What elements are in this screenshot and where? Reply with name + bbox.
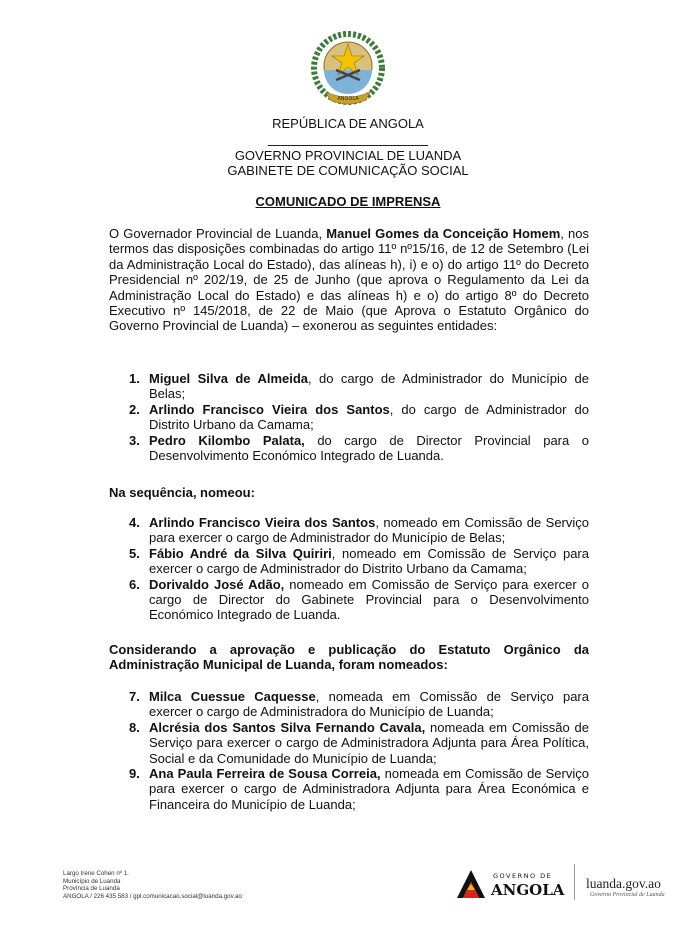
footer-address xyxy=(63,870,242,900)
appointed-list xyxy=(109,515,589,623)
list-item xyxy=(109,546,589,577)
item-number: 2. xyxy=(129,401,140,417)
list-item xyxy=(109,766,589,812)
government-name: GOVERNO PROVINCIAL DE LUANDA xyxy=(234,148,462,163)
list-item xyxy=(109,720,589,766)
intro-text-pre: O Governador Provincial de Luanda, xyxy=(109,226,327,241)
angola-coat-of-arms-icon xyxy=(306,30,390,112)
item-number: 4. xyxy=(129,515,140,530)
list-item xyxy=(109,433,589,464)
list-item xyxy=(109,515,589,546)
item-text: , do cargo de Administrador do Município de Belas; xyxy=(149,371,589,402)
website-link[interactable]: luanda.gov.ao xyxy=(586,876,661,891)
exonerated-list xyxy=(109,371,589,463)
list-item xyxy=(109,371,589,402)
list-item xyxy=(109,689,589,720)
footer-divider xyxy=(574,864,575,900)
item-text: nomeado em Comissão de Serviço para exercer o cargo de Director do Gabinete Provincial para o Desenvolvimento Económico Integrado de Luanda. xyxy=(149,576,589,623)
person-name: Alcrésia dos Santos Silva Fernando Cavala, xyxy=(149,719,426,735)
appointed-heading: Na sequência, nomeou: xyxy=(109,485,255,500)
governo-de-angola-logo-icon xyxy=(455,866,567,900)
item-number: 9. xyxy=(129,766,140,782)
item-number: 5. xyxy=(129,545,140,561)
person-name: Arlindo Francisco Vieira dos Santos xyxy=(149,515,376,530)
governor-name: Manuel Gomes da Conceição Homem xyxy=(326,226,561,241)
person-name: Fábio André da Silva Quiriri xyxy=(149,545,332,561)
item-text: , nomeado em Comissão de Serviço para exercer o cargo de Administrador do Município de Belas; xyxy=(149,515,589,546)
cabinet-name: GABINETE DE COMUNICAÇÃO SOCIAL xyxy=(227,163,469,178)
logo-small-text: GOVERNO DE xyxy=(493,872,553,880)
item-number: 6. xyxy=(129,576,140,592)
intro-text-post: , nos termos das disposições combinadas do artigo 11º nº15/16, de 12 de Setembro (Lei da Administração Local do Estado), das alíneas h), i) e o) do artigo 11º do Decreto Presidencial nº 202/19, de 25 de Junho (que aprova o Regulamento da Lei da Administração Local do Estado) e das alíneas h) e o) do artigo 8º do Decreto Executivo nº 145/2018, de 22 de Maio (que Aprova o Estatuto Orgânico do Governo Provincial de Luanda) – exonerou as seguintes entidades: xyxy=(109,226,589,334)
person-name: Miguel Silva de Almeida xyxy=(149,371,309,386)
list-item xyxy=(109,402,589,433)
item-text: nomeada em Comissão de Serviço para exercer o cargo de Administradora Adjunta para Área Económica e Financeira do Município de Luanda; xyxy=(149,766,589,812)
address-line: Município de Luanda xyxy=(63,877,121,885)
item-text: , nomeado em Comissão de Serviço para exercer o cargo de Administrador do Distrito Urbano da Camama; xyxy=(149,545,589,577)
item-text: nomeada em Comissão de Serviço para exercer o cargo de Administradora Adjunta para Área Política, Social e da Comunidade do Município de Luanda; xyxy=(149,719,589,766)
document-title: COMUNICADO DE IMPRENSA xyxy=(255,194,441,209)
person-name: Arlindo Francisco Vieira dos Santos xyxy=(149,401,390,417)
country-name: REPÚBLICA DE ANGOLA xyxy=(272,116,424,131)
item-number: 1. xyxy=(129,371,140,386)
item-text: do cargo de Director Provincial para o Desenvolvimento Económico Integrado de Luanda. xyxy=(149,432,589,464)
address-contact-line: ANGOLA / 226 435 583 / gpl.comunicacao.social@luanda.gov.ao xyxy=(63,892,242,900)
logo-big-text: ANGOLA xyxy=(491,881,565,899)
address-line: Largo Irene Cohen nº 1. xyxy=(63,870,129,877)
item-number: 3. xyxy=(129,432,140,448)
emblem-ribbon-text: ANGOLA xyxy=(337,96,359,102)
item-text: , nomeada em Comissão de Serviço para exercer o cargo de Administradora do Município de Luanda; xyxy=(149,689,589,720)
item-text: , do cargo de Administrador do Distrito Urbano da Camama; xyxy=(149,401,589,433)
municipal-heading: Considerando a aprovação e publicação do Estatuto Orgânico da Administração Municipal de Luanda, foram nomeados: xyxy=(109,642,589,673)
person-name: Milca Cuessue Caquesse xyxy=(149,689,316,704)
header-divider xyxy=(268,145,428,146)
intro-paragraph xyxy=(109,226,589,334)
person-name: Ana Paula Ferreira de Sousa Correia, xyxy=(149,766,381,782)
address-line: Província de Luanda xyxy=(63,885,120,893)
person-name: Pedro Kilombo Palata, xyxy=(149,432,305,448)
item-number: 7. xyxy=(129,689,140,704)
list-item xyxy=(109,577,589,623)
website-subtitle: Governo Provincial de Luanda xyxy=(590,892,665,898)
item-number: 8. xyxy=(129,719,140,735)
person-name: Dorivaldo José Adão, xyxy=(149,576,285,592)
municipal-list xyxy=(109,689,589,812)
